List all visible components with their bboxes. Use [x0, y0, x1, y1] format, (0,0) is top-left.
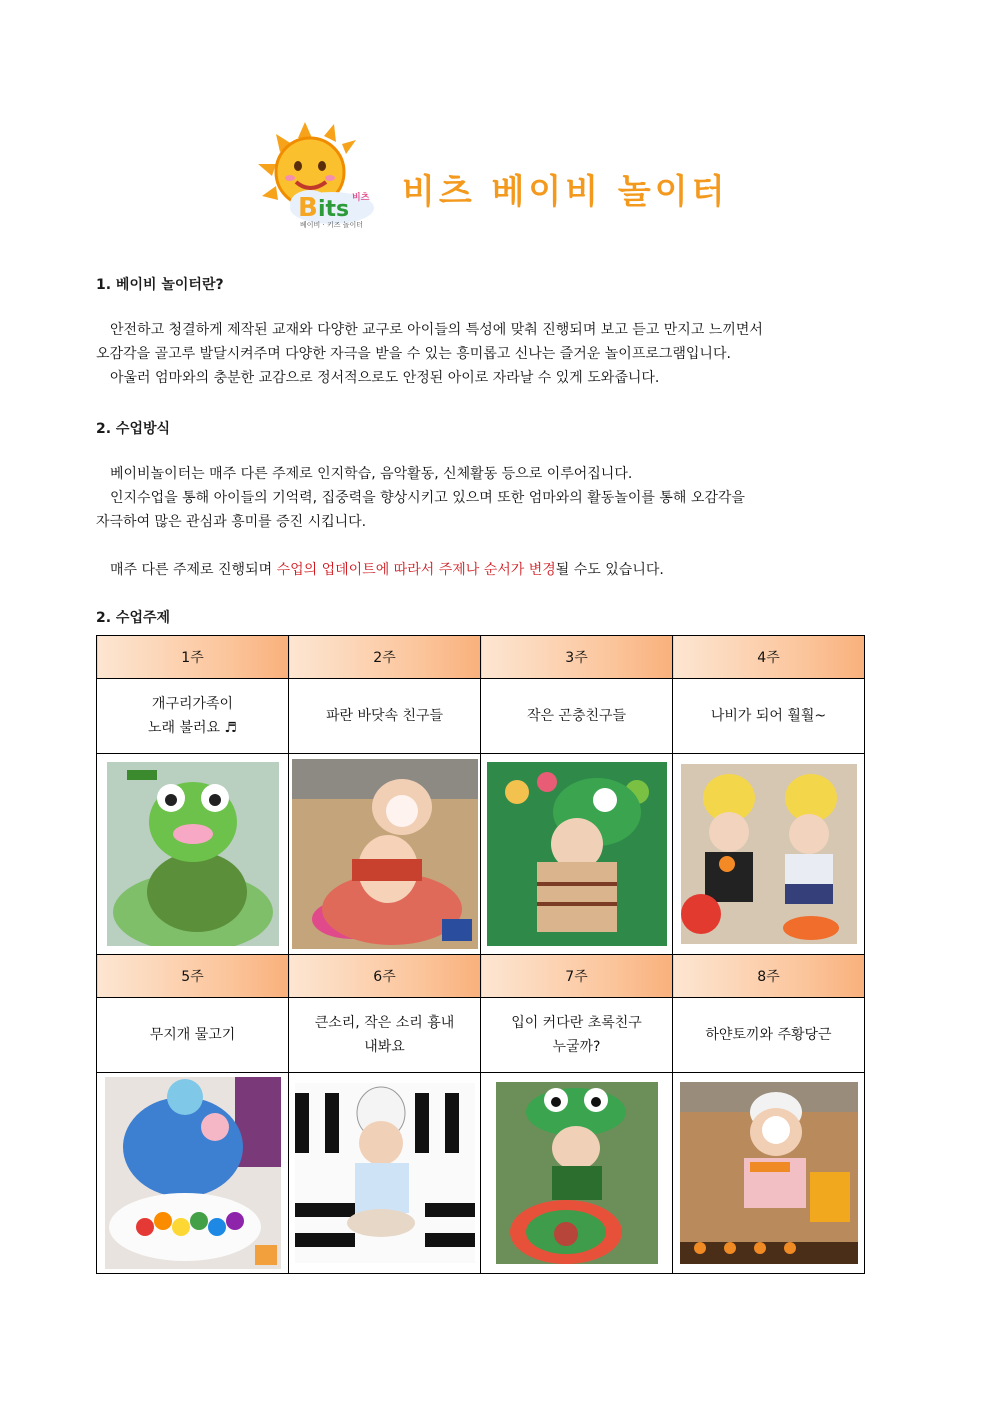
topic-line: 누굴까? [552, 1039, 601, 1055]
section-1-body [96, 318, 886, 390]
insect-hat-photo [487, 762, 667, 946]
week-label: 6주 [289, 955, 481, 998]
section-3-title: 2. 수업주제 [96, 610, 171, 626]
week-label: 8주 [673, 955, 865, 998]
topics-table [96, 635, 865, 1274]
section-1-title: 1. 베이비 놀이터란? [96, 277, 224, 293]
frog-costume-photo [107, 762, 279, 946]
week-header-row [97, 955, 865, 998]
rainbow-fish-photo [105, 1077, 281, 1269]
topic-line: 파란 바닷속 친구들 [325, 708, 444, 724]
week-label: 4주 [673, 636, 865, 679]
section-2-title: 2. 수업방식 [96, 421, 171, 437]
week-topic [97, 679, 289, 754]
week-label: 2주 [289, 636, 481, 679]
page-title: 비츠 베이비 놀이터 [402, 172, 729, 212]
logo-its-letters: its [318, 197, 350, 222]
week-photo-cell [97, 1073, 289, 1274]
logo-badge: 비츠 [352, 193, 370, 203]
s1-line-1: 안전하고 청결하게 제작된 교재와 다양한 교구로 아이들의 특성에 맞춰 진행되며 보고 듣고 만지고 느끼면서 [110, 322, 763, 338]
week-photo-row [97, 1073, 865, 1274]
notice-pre: 매주 다른 주제로 진행되며 [110, 562, 277, 578]
butterfly-hat-photo [681, 764, 857, 944]
page-header [250, 120, 730, 240]
week-header-row [97, 636, 865, 679]
topic-line: 노래 불러요 ♬ [147, 720, 238, 736]
topic-line: 하얀토끼와 주황당근 [705, 1027, 832, 1043]
topic-line: 작은 곤충친구들 [526, 708, 627, 724]
topic-line: 큰소리, 작은 소리 흉내 [314, 1015, 455, 1031]
week-photo-cell [673, 754, 865, 955]
s2-notice-line [96, 558, 886, 582]
s2-line-1: 베이비놀이터는 매주 다른 주제로 인지학습, 음악활동, 신체활동 등으로 이루어집니다. [110, 466, 633, 482]
week-photo-cell [481, 1073, 673, 1274]
crocodile-hat-photo [496, 1082, 658, 1264]
week-label: 7주 [481, 955, 673, 998]
topic-line: 무지개 물고기 [149, 1027, 236, 1043]
week-label: 1주 [97, 636, 289, 679]
s1-line-3: 아울러 엄마와의 충분한 교감으로 정서적으로도 안정된 아이로 자라날 수 있게 도와줍니다. [110, 370, 660, 386]
week-topic [673, 998, 865, 1073]
week-topic [289, 998, 481, 1073]
week-topic [673, 679, 865, 754]
week-photo-row [97, 754, 865, 955]
mermaid-photo [292, 759, 478, 949]
s2-line-2: 인지수업을 통해 아이들의 기억력, 집중력을 향상시키고 있으며 또한 엄마와의 활동놀이를 통해 오감각을 [110, 490, 745, 506]
week-photo-cell [289, 754, 481, 955]
topic-line: 나비가 되어 훨훨~ [710, 708, 827, 724]
week-photo-cell [481, 754, 673, 955]
week-label: 5주 [97, 955, 289, 998]
rabbit-carrot-photo [680, 1082, 858, 1264]
topic-line: 입이 커다란 초록친구 [511, 1015, 642, 1031]
week-photo-cell [97, 754, 289, 955]
s2-line-3: 자극하여 많은 관심과 흥미를 증진 시킵니다. [96, 514, 367, 530]
notice-highlight: 수업의 업데이트에 따라서 주제나 순서가 변경 [276, 562, 556, 578]
week-topic [481, 998, 673, 1073]
s1-line-2: 오감각을 골고루 발달시켜주며 다양한 자극을 받을 수 있는 흥미롭고 신나는 즐거운 놀이프로그램입니다. [96, 346, 731, 362]
week-topic-row [97, 679, 865, 754]
week-topic [481, 679, 673, 754]
logo-b-letter: B [298, 193, 318, 223]
week-topic [289, 679, 481, 754]
week-photo-cell [673, 1073, 865, 1274]
notice-post: 될 수도 있습니다. [555, 562, 664, 578]
week-label: 3주 [481, 636, 673, 679]
piano-mat-photo [295, 1083, 475, 1263]
topic-line: 내봐요 [364, 1039, 405, 1055]
topic-line: 개구리가족이 [151, 696, 234, 712]
week-topic [97, 998, 289, 1073]
logo-caption: 베이비 · 키즈 놀이터 [300, 221, 363, 229]
week-photo-cell [289, 1073, 481, 1274]
section-2-body [96, 462, 886, 582]
week-topic-row [97, 998, 865, 1073]
